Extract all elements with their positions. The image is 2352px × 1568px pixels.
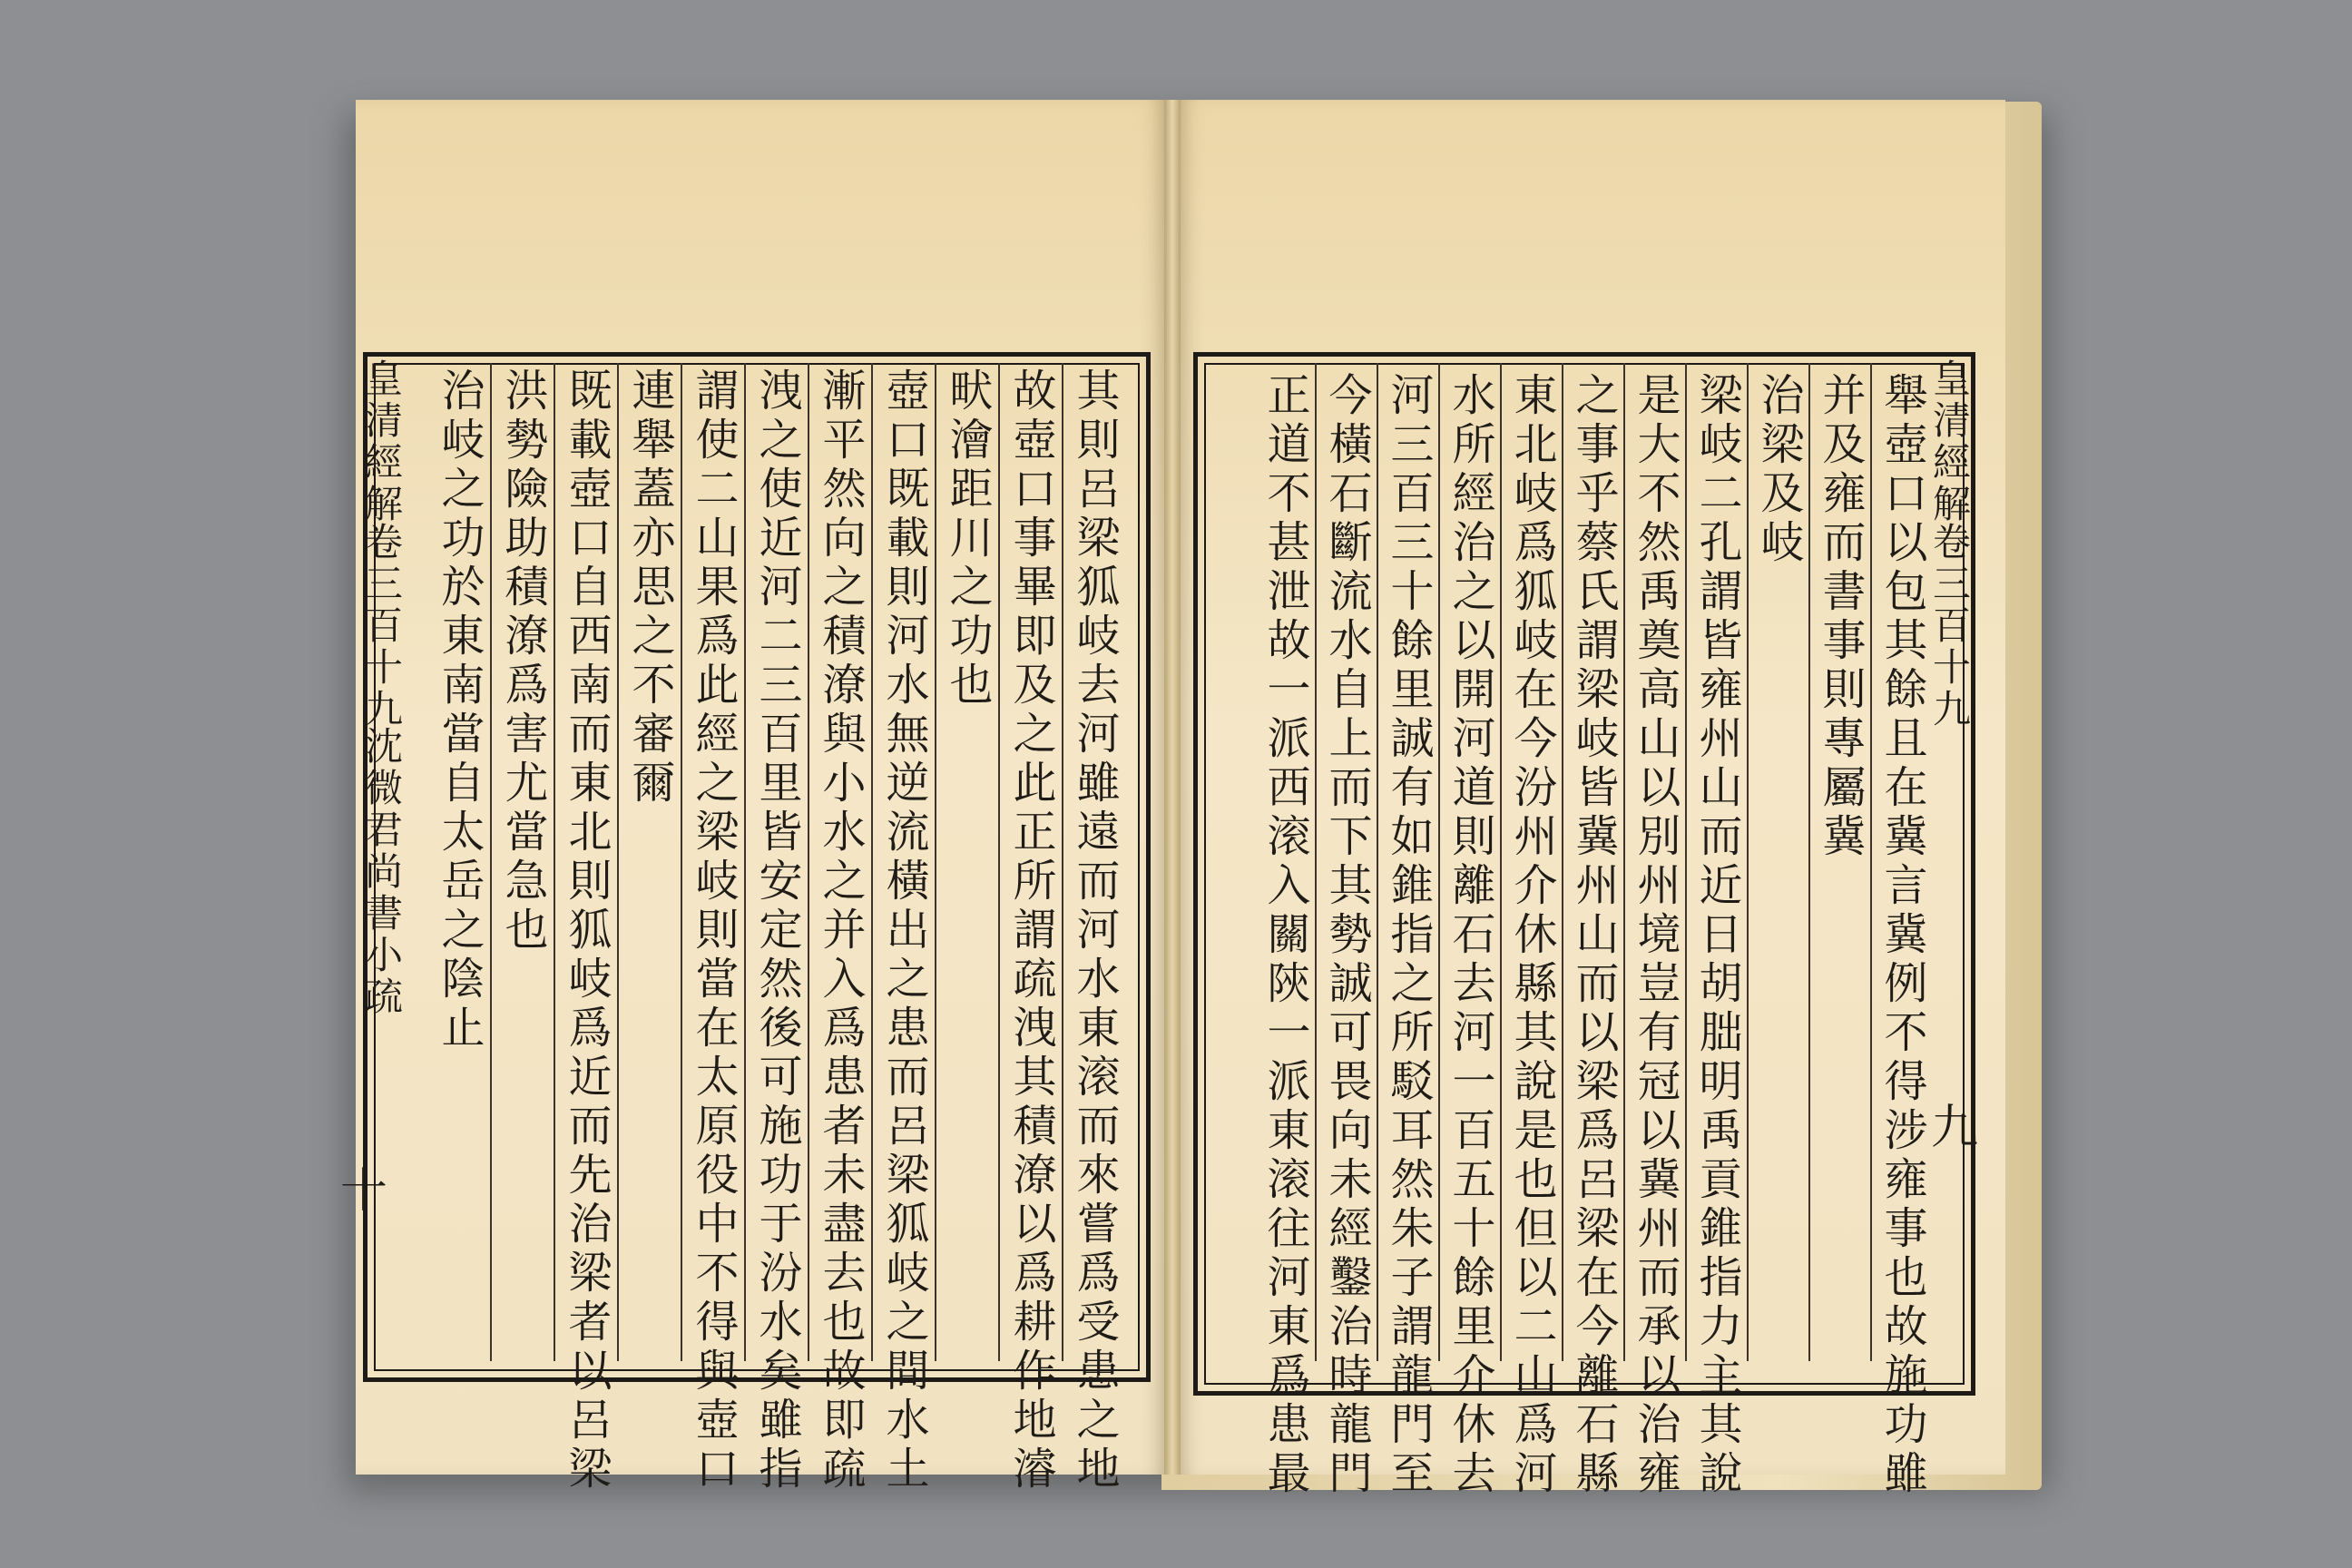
left-text-column: 既載壺口自西南而東北則狐岐爲近而先治梁者以呂梁 <box>561 368 612 1494</box>
left-column-rule <box>998 363 1000 1361</box>
left-text-column: 壺口既載則河水無逆流橫出之患而呂梁狐岐之間水土 <box>878 368 929 1494</box>
right-text-column: 東北岐爲狐岐在今汾州介休縣其說是也但以二山爲河 <box>1506 372 1557 1499</box>
right-column-rule <box>1870 363 1872 1361</box>
right-text-column: 正道不甚泄故一派西滚入關陝一派東滚往河東爲患最 <box>1259 372 1310 1499</box>
left-text-column: 畎澮距川之功也 <box>942 368 993 710</box>
right-text-column: 是大不然禹奠高山以別州境豈有冠以冀州而承以治雍 <box>1630 372 1681 1499</box>
left-folio: 十 <box>340 1164 388 1219</box>
left-text-column: 故壺口事畢即及之此正所謂疏洩其積潦以爲耕作地濬 <box>1005 368 1056 1494</box>
right-column-rule <box>1623 363 1625 1361</box>
right-text-column: 舉壺口以包其餘且在冀言冀例不得涉雍事也故施功雖 <box>1877 372 1927 1499</box>
right-text-column: 梁岐二孔謂皆雍州山而近日胡朏明禹貢錐指力主其說 <box>1691 372 1742 1499</box>
right-column-rule <box>1438 363 1440 1361</box>
right-text-column: 并及雍而書事則專屬冀 <box>1815 372 1866 862</box>
right-column-rule <box>1315 363 1317 1361</box>
right-text-column: 之事乎蔡氏謂梁岐皆冀州山而以梁爲呂梁在今離石縣 <box>1568 372 1619 1499</box>
left-column-rule <box>490 363 492 1361</box>
left-text-column: 漸平然向之積潦與小水之并入爲患者未盡去也故即疏 <box>815 368 866 1494</box>
left-text-column: 治岐之功於東南當自太岳之陰止 <box>434 368 485 1054</box>
left-column-rule <box>935 363 936 1361</box>
left-text-column: 連舉蓋亦思之不審爾 <box>624 368 675 808</box>
left-margin-work: 沈微君尚書小疏 <box>359 726 404 1018</box>
right-column-rule <box>1808 363 1810 1361</box>
right-text-column: 今橫石斷流水自上而下其勢誠可畏向未經鑿治時龍門 <box>1321 372 1372 1499</box>
right-column-rule <box>1747 363 1749 1361</box>
right-folio: 九 <box>1931 1101 1979 1155</box>
right-column-rule <box>1377 363 1378 1361</box>
left-margin-volume: 卷三百十九 <box>359 522 404 730</box>
left-column-rule <box>744 363 746 1361</box>
right-text-column: 河三百三十餘里誠有如錐指之所駁耳然朱子謂龍門至 <box>1383 372 1434 1499</box>
book-gutter <box>1164 100 1181 1475</box>
left-column-rule <box>871 363 873 1361</box>
left-text-column: 洪勢險助積潦爲害尤當急也 <box>497 368 548 956</box>
right-column-rule <box>1500 363 1502 1361</box>
left-column-rule <box>808 363 809 1361</box>
right-text-column: 治梁及岐 <box>1753 372 1804 568</box>
left-text-column: 其則呂梁狐岐去河雖遠而河水東滚而來嘗爲受患之地 <box>1069 368 1120 1494</box>
right-margin-title: 皇清經解 <box>1927 358 1972 525</box>
left-margin-title: 皇清經解 <box>359 358 404 525</box>
left-text-column: 謂使二山果爲此經之梁岐則當在太原役中不得與壺口 <box>688 368 739 1494</box>
left-text-column: 洩之使近河二三百里皆安定然後可施功于汾水矣雖指 <box>751 368 802 1494</box>
right-column-rule <box>1685 363 1687 1361</box>
left-column-rule <box>617 363 619 1361</box>
right-margin-volume: 卷三百十九 <box>1927 522 1972 730</box>
left-column-rule <box>681 363 682 1361</box>
right-column-rule <box>1562 363 1563 1361</box>
left-column-rule <box>554 363 555 1361</box>
left-column-rule <box>1062 363 1063 1361</box>
right-text-column: 水所經治之以開河道則離石去河一百五十餘里介休去 <box>1445 372 1495 1499</box>
